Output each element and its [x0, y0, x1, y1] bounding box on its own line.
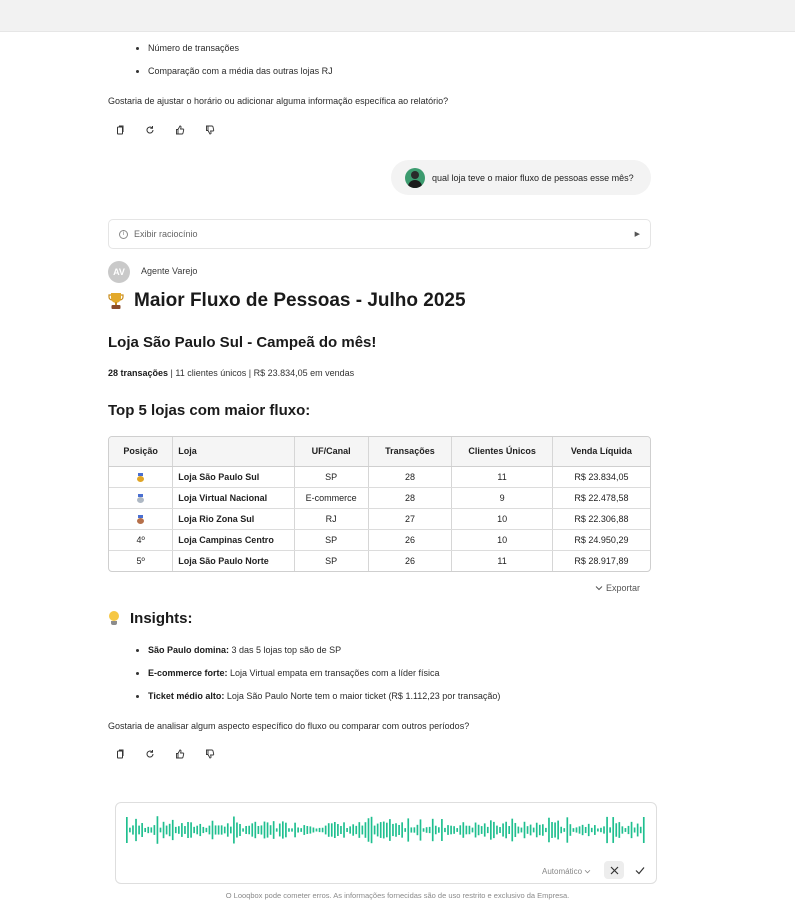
waveform-bar	[206, 828, 208, 832]
confirm-recording-button[interactable]	[631, 861, 649, 879]
waveform-bar	[297, 827, 299, 832]
waveform-bar	[502, 823, 504, 836]
insight-bold: São Paulo domina:	[148, 645, 230, 655]
waveform-bar	[579, 826, 581, 833]
waveform-bar	[325, 826, 327, 835]
waveform-bar	[310, 826, 312, 833]
regenerate-button[interactable]	[135, 746, 165, 762]
waveform-bar	[511, 819, 513, 842]
waveform-bar	[184, 826, 186, 834]
cell-clients: 11	[452, 550, 553, 571]
cell-transactions: 28	[368, 487, 452, 508]
waveform-bar	[163, 822, 165, 838]
waveform-bar	[505, 822, 507, 839]
cell-position: 4º	[109, 529, 173, 550]
waveform-bar	[524, 822, 526, 838]
waveform-bar	[518, 827, 520, 834]
insights-title	[108, 610, 193, 627]
waveform-bar	[484, 823, 486, 836]
waveform-bar	[254, 822, 256, 838]
waveform-bar	[291, 828, 293, 831]
waveform-bar	[239, 824, 241, 836]
copy-button[interactable]	[105, 122, 135, 138]
waveform-bar	[432, 819, 434, 841]
waveform-bar	[264, 822, 266, 839]
waveform-bar	[423, 828, 425, 831]
table-row	[109, 508, 650, 529]
waveform-bar	[340, 826, 342, 834]
cancel-recording-button[interactable]	[604, 861, 624, 879]
waveform-bar	[600, 828, 602, 832]
waveform-bar	[352, 824, 354, 835]
mode-selector[interactable]	[542, 867, 591, 876]
waveform-bar	[441, 819, 443, 841]
cell-uf: SP	[294, 529, 368, 550]
thumbs-down-button[interactable]	[195, 746, 225, 762]
waveform-bar	[175, 827, 177, 833]
stats-details: | 11 clientes únicos | R$ 23.834,05 em vendas	[168, 368, 355, 378]
response-subtitle: Loja São Paulo Sul - Campeã do mês!	[108, 334, 377, 351]
waveform-bar	[172, 820, 174, 840]
waveform-bar	[407, 818, 409, 841]
waveform-bar	[395, 823, 397, 837]
cell-position	[109, 508, 173, 529]
waveform-bar	[230, 827, 232, 834]
waveform-bar	[328, 823, 330, 837]
cell-store: Loja Rio Zona Sul	[173, 508, 294, 529]
list-item: Número de transações	[136, 43, 333, 54]
thumbs-down-button[interactable]	[195, 122, 225, 138]
waveform-bar	[499, 827, 501, 833]
export-label: Exportar	[606, 583, 641, 593]
waveform-bar	[343, 822, 345, 837]
waveform-bar	[132, 825, 134, 834]
waveform-bar	[554, 822, 556, 837]
regenerate-button[interactable]	[135, 122, 165, 138]
ranking-table	[108, 436, 651, 572]
chevron-right-icon: ▶	[634, 231, 640, 238]
waveform-bar	[615, 823, 617, 837]
response-title	[108, 290, 466, 312]
waveform-bar	[420, 819, 422, 840]
waveform-bar	[392, 824, 394, 836]
waveform-bar	[215, 825, 217, 834]
copy-icon	[115, 125, 125, 135]
waveform-bar	[469, 826, 471, 834]
waveform-bar	[374, 826, 376, 835]
waveform-bar	[135, 819, 137, 841]
refresh-icon	[145, 749, 155, 759]
cell-transactions: 26	[368, 550, 452, 571]
audio-waveform	[126, 815, 646, 845]
waveform-bar	[303, 825, 305, 835]
footer-disclaimer: O Looqbox pode cometer erros. As informações fornecidas são de uso restrito e exclusivo da Empresa.	[225, 891, 570, 900]
waveform-bar	[267, 822, 269, 837]
waveform-bar	[313, 828, 315, 833]
message-actions	[105, 746, 225, 762]
cell-position	[109, 487, 173, 508]
cell-uf: RJ	[294, 508, 368, 529]
waveform-bar	[319, 828, 321, 832]
waveform-bar	[456, 828, 458, 832]
waveform-bar	[640, 827, 642, 833]
waveform-bar	[190, 822, 192, 837]
waveform-bar	[514, 823, 516, 837]
cell-sales: R$ 28.917,89	[574, 555, 629, 566]
waveform-bar	[227, 823, 229, 836]
waveform-bar	[606, 817, 608, 843]
bronze-medal-icon	[137, 515, 144, 524]
cell-store: Loja São Paulo Norte	[173, 550, 294, 571]
waveform-bar	[242, 828, 244, 831]
waveform-bar	[355, 826, 357, 834]
trophy-icon	[108, 292, 124, 310]
waveform-bar	[475, 823, 477, 838]
waveform-bar	[582, 825, 584, 835]
table-row	[109, 529, 650, 550]
copy-icon	[115, 749, 125, 759]
insight-text: Loja Virtual empata em transações com a líder física	[227, 668, 440, 678]
waveform-bar	[316, 828, 318, 831]
waveform-bar	[181, 823, 183, 837]
waveform-bar	[358, 822, 360, 838]
voice-composer	[115, 802, 657, 884]
waveform-bar	[147, 827, 149, 833]
chevron-down-icon	[584, 869, 591, 874]
agent-name: Agente Varejo	[141, 266, 198, 276]
cell-sales: R$ 23.834,05	[552, 466, 650, 487]
previous-bullets	[136, 43, 333, 77]
waveform-bar	[450, 826, 452, 835]
waveform-bar	[521, 828, 523, 833]
waveform-bar	[459, 825, 461, 834]
waveform-bar	[337, 824, 339, 836]
table-title: Top 5 lojas com maior fluxo:	[108, 402, 311, 419]
waveform-bar	[377, 824, 379, 837]
user-avatar	[405, 168, 425, 188]
waveform-bar	[570, 824, 572, 836]
cell-uf: E-commerce	[294, 487, 368, 508]
waveform-bar	[349, 826, 351, 833]
cell-transactions: 27	[368, 508, 452, 529]
agent-avatar: AV	[108, 261, 130, 283]
waveform-bar	[573, 828, 575, 832]
waveform-bar	[248, 826, 250, 835]
cell-uf: SP	[294, 466, 368, 487]
waveform-bar	[591, 828, 593, 832]
list-item: Comparação com a média das outras lojas RJ	[136, 66, 333, 77]
cell-sales: R$ 24.950,29	[552, 529, 650, 550]
user-message-text: qual loja teve o maior fluxo de pessoas esse mês?	[432, 172, 634, 183]
waveform-bar	[618, 822, 620, 838]
header-unique-clients: Clientes Únicos	[452, 437, 553, 466]
table-header-row	[109, 437, 650, 466]
list-item	[136, 645, 500, 668]
lightbulb-icon	[108, 611, 120, 626]
cell-position: 5º	[109, 550, 173, 571]
waveform-bar	[285, 823, 287, 838]
waveform-bar	[585, 827, 587, 833]
thumbs-up-icon	[175, 125, 185, 135]
waveform-bar	[566, 817, 568, 842]
refresh-icon	[145, 125, 155, 135]
close-icon	[610, 866, 619, 875]
waveform-bar	[563, 828, 565, 832]
waveform-bar	[551, 822, 553, 838]
waveform-bar	[224, 827, 226, 834]
waveform-bar	[612, 817, 614, 843]
info-icon: i	[119, 230, 128, 239]
waveform-bar	[160, 828, 162, 833]
waveform-bar	[221, 825, 223, 834]
waveform-bar	[560, 827, 562, 833]
waveform-bar	[331, 823, 333, 836]
waveform-bar	[209, 826, 211, 835]
cell-clients: 10	[452, 508, 553, 529]
waveform-bar	[414, 827, 416, 832]
cell-sales: R$ 22.478,58	[552, 487, 650, 508]
waveform-bar	[193, 827, 195, 833]
waveform-bar	[368, 818, 370, 841]
response-title-text: Maior Fluxo de Pessoas - Julho 2025	[134, 290, 466, 311]
waveform-bar	[273, 821, 275, 839]
insights-list	[136, 645, 500, 714]
insight-bold: Ticket médio alto:	[148, 691, 225, 701]
waveform-bar	[126, 817, 128, 843]
cell-transactions: 26	[368, 529, 452, 550]
waveform-bar	[622, 826, 624, 833]
waveform-bar	[294, 823, 296, 838]
waveform-bar	[637, 824, 639, 837]
top-bar	[0, 0, 795, 32]
cell-store: Loja Virtual Nacional	[173, 487, 294, 508]
gold-medal-icon	[137, 473, 144, 482]
check-icon	[635, 866, 645, 875]
thumbs-up-button[interactable]	[165, 746, 195, 762]
header-transactions: Transações	[368, 437, 452, 466]
waveform-bar	[404, 828, 406, 832]
waveform-bar	[447, 825, 449, 835]
thumbs-down-icon	[205, 125, 215, 135]
waveform-bar	[322, 828, 324, 833]
waveform-bar	[487, 827, 489, 833]
waveform-bar	[306, 826, 308, 834]
previous-question: Gostaria de ajustar o horário ou adicionar alguma informação específica ao relatório?	[108, 96, 449, 106]
waveform-bar	[270, 825, 272, 835]
waveform-bar	[478, 825, 480, 836]
waveform-bar	[548, 818, 550, 843]
cell-clients: 10	[452, 529, 553, 550]
message-actions	[105, 122, 225, 138]
waveform-bar	[410, 827, 412, 832]
waveform-bar	[466, 826, 468, 835]
waveform-bar	[276, 828, 278, 831]
stats-transactions: 28 transações	[108, 368, 169, 378]
waveform-bar	[634, 828, 636, 833]
waveform-bar	[166, 826, 168, 835]
waveform-bar	[138, 826, 140, 835]
waveform-bar	[178, 826, 180, 834]
waveform-bar	[429, 827, 431, 833]
waveform-bar	[576, 827, 578, 832]
waveform-bar	[288, 828, 290, 832]
reasoning-label: Exibir raciocínio	[134, 229, 198, 239]
thumbs-up-button[interactable]	[165, 122, 195, 138]
waveform-bar	[380, 822, 382, 838]
waveform-bar	[401, 822, 403, 837]
mode-label: Automático	[542, 867, 583, 876]
cell-position	[109, 466, 173, 487]
export-button[interactable]	[595, 583, 640, 593]
waveform-bar	[539, 825, 541, 835]
waveform-bar	[383, 822, 385, 839]
insights-title-text: Insights:	[130, 610, 193, 627]
waveform-bar	[453, 826, 455, 834]
waveform-bar	[169, 824, 171, 836]
waveform-bar	[533, 828, 535, 833]
waveform-bar	[594, 825, 596, 835]
waveform-bar	[588, 824, 590, 836]
copy-button[interactable]	[105, 746, 135, 762]
waveform-bar	[481, 826, 483, 834]
closing-question: Gostaria de analisar algum aspecto específico do fluxo ou comparar com outros períodos?	[108, 721, 470, 731]
header-uf-channel: UF/Canal	[294, 437, 368, 466]
waveform-bar	[628, 826, 630, 834]
waveform-bar	[389, 819, 391, 841]
header-net-sales: Venda Líquida	[552, 437, 650, 466]
waveform-bar	[245, 826, 247, 834]
insight-bold: E-commerce forte:	[148, 668, 228, 678]
cell-sales: R$ 22.306,88	[552, 508, 650, 529]
waveform-bar	[530, 825, 532, 836]
waveform-bar	[597, 828, 599, 831]
waveform-bar	[643, 817, 645, 843]
waveform-bar	[557, 821, 559, 840]
header-position: Posição	[109, 437, 173, 466]
list-item	[136, 668, 500, 691]
waveform-bar	[542, 824, 544, 836]
waveform-bar	[536, 823, 538, 838]
waveform-bar	[462, 822, 464, 838]
show-reasoning-toggle[interactable]	[108, 219, 651, 249]
waveform-bar	[496, 826, 498, 835]
waveform-bar	[493, 822, 495, 838]
waveform-bar	[625, 828, 627, 832]
waveform-bar	[261, 825, 263, 834]
waveform-bar	[202, 827, 204, 833]
waveform-bar	[346, 828, 348, 832]
waveform-bar	[444, 828, 446, 832]
chevron-down-icon	[595, 585, 603, 591]
table-row	[109, 466, 650, 487]
waveform-bar	[631, 822, 633, 838]
insight-text: 3 das 5 lojas top são de SP	[229, 645, 342, 655]
waveform-bar	[365, 822, 367, 838]
waveform-bar	[490, 820, 492, 839]
thumbs-up-icon	[175, 749, 185, 759]
waveform-bar	[609, 827, 611, 832]
waveform-bar	[282, 821, 284, 838]
cell-store: Loja São Paulo Sul	[173, 466, 294, 487]
waveform-bar	[218, 825, 220, 834]
list-item	[136, 691, 500, 714]
insight-text: Loja São Paulo Norte tem o maior ticket (R$ 1.112,23 por transação)	[224, 691, 501, 701]
waveform-bar	[196, 826, 198, 835]
waveform-bar	[334, 822, 336, 838]
waveform-bar	[371, 817, 373, 843]
waveform-bar	[426, 827, 428, 833]
waveform-bar	[258, 826, 260, 834]
waveform-bar	[386, 823, 388, 838]
waveform-bar	[398, 825, 400, 835]
cell-uf: SP	[294, 550, 368, 571]
silver-medal-icon	[137, 494, 144, 503]
waveform-bar	[212, 821, 214, 840]
waveform-bar	[527, 826, 529, 834]
waveform-bar	[362, 826, 364, 835]
waveform-bar	[154, 825, 156, 835]
waveform-bar	[233, 817, 235, 844]
waveform-bar	[187, 822, 189, 838]
summary-stats	[108, 368, 354, 378]
cell-transactions: 28	[368, 466, 452, 487]
cell-clients: 9	[452, 487, 553, 508]
cell-clients: 11	[452, 466, 553, 487]
waveform-bar	[300, 828, 302, 832]
header-store: Loja	[173, 437, 294, 466]
waveform-bar	[508, 826, 510, 834]
waveform-bar	[438, 827, 440, 833]
waveform-bar	[129, 828, 131, 833]
waveform-bar	[603, 826, 605, 833]
table-row	[109, 550, 650, 571]
waveform-bar	[417, 825, 419, 835]
waveform-bar	[435, 826, 437, 835]
waveform-bar	[472, 828, 474, 833]
waveform-bar	[150, 827, 152, 832]
table-row	[109, 487, 650, 508]
waveform-bar	[157, 816, 159, 844]
waveform-bar	[144, 828, 146, 832]
waveform-bar	[545, 828, 547, 832]
waveform-bar	[279, 824, 281, 837]
waveform-bar	[236, 822, 238, 837]
waveform-bar	[141, 823, 143, 837]
cell-store: Loja Campinas Centro	[173, 529, 294, 550]
thumbs-down-icon	[205, 749, 215, 759]
user-message-bubble	[391, 160, 651, 195]
waveform-bar	[251, 823, 253, 836]
waveform-bar	[199, 824, 201, 836]
